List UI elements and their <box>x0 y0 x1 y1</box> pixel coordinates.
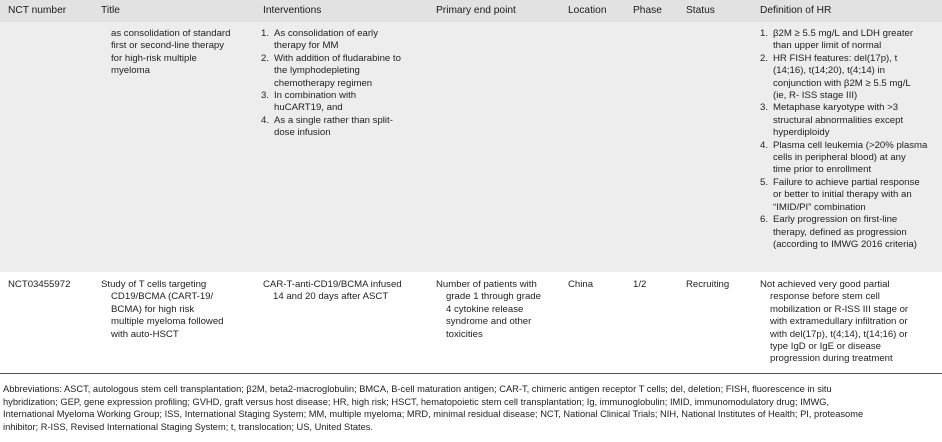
hr-line: Not achieved very good partial <box>760 279 890 290</box>
list-item <box>261 53 431 90</box>
item-number: 4. <box>760 139 769 151</box>
interventions-line: CAR-T-anti-CD19/BCMA infused <box>263 279 402 290</box>
item-number: 1. <box>760 28 769 39</box>
item-text: chemotherapy regimen <box>274 77 373 89</box>
item-text: hyperdiploidy <box>773 127 830 139</box>
footnote-line: International Myeloma Working Group; ISS, International Staging System; MM, multiple myeloma; MRD, minimal residual disease; NCT, National Clinical Trials; NIH, National Institutes of Health; PI, proteasome <box>3 409 864 420</box>
hr-line: with del(17p), t(4;14), t(14;16) or <box>770 328 908 340</box>
item-text: than upper limit of normal <box>773 40 882 52</box>
hr-line: mobilization or R-ISS III stage or <box>770 303 909 315</box>
hr-line: response before stem cell <box>770 291 880 303</box>
location-value: China <box>568 279 594 290</box>
row1-hr-definition-cell <box>760 28 940 251</box>
footnote-line: Abbreviations: ASCT, autologous stem cell transplantation; β2M, beta2-macroglobulin; BMCA, B-cell maturation antigen; CAR-T, chimeric antigen receptor T cells; del, deletion; FISH, fluorescence in situ <box>3 384 832 394</box>
item-number: 3. <box>261 90 270 102</box>
phase-value: 1/2 <box>633 279 647 290</box>
title-line: CD19/BCMA (CART-19/ <box>111 291 214 303</box>
list-item <box>760 214 940 251</box>
endpoint-line: 4 cytokine release <box>446 303 524 315</box>
list-item <box>261 115 431 140</box>
list-item <box>760 53 940 103</box>
item-number: 1. <box>261 28 270 39</box>
item-text: As a single rather than split- <box>274 114 393 126</box>
item-number: 6. <box>760 214 769 226</box>
table-row <box>0 22 942 272</box>
item-text: β2M ≥ 5.5 mg/L and LDH greater <box>773 28 914 39</box>
list-item <box>760 140 940 177</box>
item-text: huCART19, and <box>274 102 343 114</box>
item-text: With addition of fludarabine to <box>274 52 401 64</box>
header-primary-end-point: Primary end point <box>436 5 516 16</box>
header-nct-number: NCT number <box>8 5 67 16</box>
item-number: 2. <box>261 52 270 64</box>
item-text: time prior to enrollment <box>773 164 872 176</box>
item-text: Metaphase karyotype with >3 <box>773 102 899 114</box>
status-value: Recruiting <box>686 279 730 290</box>
list-item <box>760 177 940 214</box>
hr-line: with extramedullary infiltration or <box>770 316 908 328</box>
endpoint-line: syndrome and other <box>446 316 532 328</box>
item-text: dose infusion <box>274 127 331 139</box>
title-line: with auto-HSCT <box>111 328 179 340</box>
footnote-line: hybridization; GEP, gene expression profiling; GVHD, graft versus host disease; HR, high risk; HSCT, hematopoietic stem cell transplantation; Ig, immunoglobulin; IMID, immunomodulatory drug; IMWG, <box>3 396 830 407</box>
nct-number-cell <box>8 279 70 291</box>
header-title: Title <box>101 5 120 16</box>
hr-line: progression during treatment <box>770 353 893 365</box>
title-line: as consolidation of standard <box>111 28 231 39</box>
list-item <box>261 90 431 115</box>
header-status: Status <box>686 5 715 16</box>
status-cell <box>686 279 729 291</box>
list-item <box>261 28 431 53</box>
item-text: structural abnormalities except <box>773 114 904 126</box>
title-line: myeloma <box>111 65 150 77</box>
row1-interventions-cell <box>261 28 431 140</box>
table-bottom-rule <box>0 373 942 374</box>
item-number: 2. <box>760 52 769 64</box>
footnote-line: inhibitor; R-ISS, Revised International Staging System; t, translocation; US, United States. <box>3 421 373 432</box>
row2-hr-definition-cell <box>760 279 940 366</box>
item-text: (according to IMWG 2016 criteria) <box>773 238 917 250</box>
item-text: As consolidation of early <box>274 28 378 39</box>
item-text: therapy, defined as progression <box>773 226 907 238</box>
header-definition-of-hr: Definition of HR <box>760 5 832 16</box>
row1-title-cell <box>111 28 251 78</box>
row2-title-cell <box>101 279 256 341</box>
interventions-line: 14 and 20 days after ASCT <box>273 291 389 303</box>
item-text: HR FISH features: del(17p), t <box>773 52 898 64</box>
item-number: 5. <box>760 176 769 188</box>
item-text: Failure to achieve partial response <box>773 176 920 188</box>
item-text: Plasma cell leukemia (>20% plasma <box>773 139 928 151</box>
title-line: multiple myeloma followed <box>111 316 224 328</box>
endpoint-line: toxicities <box>446 328 483 340</box>
header-location: Location <box>568 5 607 16</box>
item-text: In combination with <box>274 90 357 102</box>
item-text: “IMID/PI” combination <box>773 201 866 213</box>
item-text: Early progression on first-line <box>773 214 898 226</box>
item-text: (ie, R- ISS stage III) <box>773 90 858 102</box>
item-text: therapy for MM <box>274 40 339 52</box>
abbreviations-footnote <box>3 383 939 433</box>
title-line: BCMA) for high risk <box>111 303 195 315</box>
item-text: conjunction with β2M ≥ 5.5 mg/L <box>773 77 911 89</box>
nct-number: NCT03455972 <box>8 279 71 290</box>
item-text: or better to initial therapy with an <box>773 189 912 201</box>
item-text: the lymphodepleting <box>274 65 360 77</box>
row2-interventions-cell <box>263 279 433 304</box>
list-item <box>760 28 940 53</box>
location-cell <box>568 279 593 291</box>
endpoint-line: grade 1 through grade <box>446 291 541 303</box>
header-interventions: Interventions <box>263 5 322 16</box>
item-text: cells in peripheral blood) at any <box>773 152 906 164</box>
item-number: 4. <box>261 114 270 126</box>
hr-line: type IgD or IgE or disease <box>770 341 881 353</box>
header-phase: Phase <box>633 5 662 16</box>
title-line: for high-risk multiple <box>111 52 197 64</box>
endpoint-line: Number of patients with <box>436 279 537 290</box>
title-line: Study of T cells targeting <box>101 279 207 290</box>
row2-endpoint-cell <box>436 279 564 341</box>
title-line: first or second-line therapy <box>111 40 225 52</box>
list-item <box>760 102 940 139</box>
item-text: (14;16), t(14;20), t(4;14) in <box>773 65 885 77</box>
phase-cell <box>633 279 646 291</box>
table-header-row <box>0 0 942 22</box>
item-number: 3. <box>760 102 769 114</box>
